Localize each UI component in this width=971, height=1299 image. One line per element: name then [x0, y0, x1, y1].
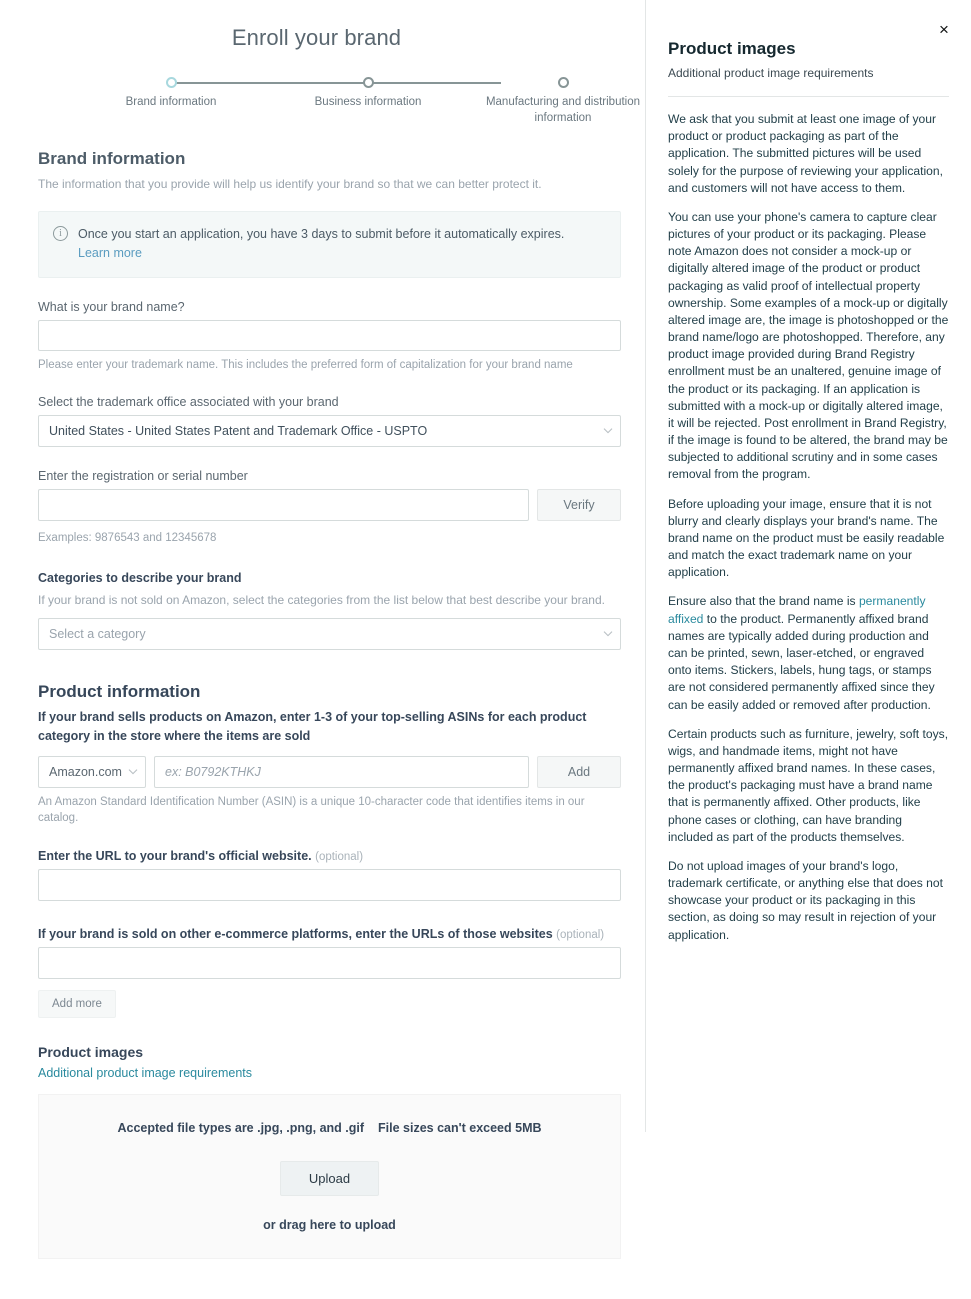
optional-tag: (optional)	[556, 928, 605, 941]
other-platforms-label-text: If your brand is sold on other e-commerce platforms, enter the URLs of those websites	[38, 926, 553, 941]
affixed-before-text: Ensure also that the brand name is	[668, 594, 859, 609]
panel-paragraph-permanently-affixed	[668, 593, 949, 713]
asin-input[interactable]	[154, 756, 529, 788]
verify-button[interactable]: Verify	[537, 489, 621, 521]
brand-name-hint: Please enter your trademark name. This includes the preferred form of capitalization for your brand name	[38, 358, 573, 371]
additional-image-requirements-link[interactable]: Additional product image requirements	[38, 1065, 253, 1080]
add-asin-button[interactable]: Add	[537, 756, 621, 788]
trademark-office-select[interactable]	[38, 415, 621, 447]
panel-divider	[668, 96, 949, 97]
image-upload-dropzone[interactable]	[38, 1094, 621, 1259]
panel-paragraph: Do not upload images of your brand's logo, trademark certificate, or anything else that does not showcase your product or its packaging in this section, as doing so may result in rejection of your application.	[668, 858, 943, 942]
registration-examples-hint: Examples: 9876543 and 12345678	[38, 532, 217, 545]
stepper-step-label: Business information	[314, 96, 422, 108]
affixed-after-text: to the product. Permanently affixed brand names are typically added during production and can be printed, sewn, laser-etched, or engraved onto items. Stickers, labels, hung tags, or stamps are not considered permanently affixed since they can be easily added or removed after production.	[668, 611, 935, 712]
panel-paragraph: Before uploading your image, ensure that it is not blurry and clearly displays your brand's name. The brand name on the product must be easily readable and match the exact trademark name on your application.	[668, 496, 945, 580]
stepper-step-manufacturing-information[interactable]	[468, 73, 658, 126]
info-circle-icon: i	[53, 226, 68, 241]
product-images-heading: Product images	[38, 1043, 144, 1060]
brand-name-label: What is your brand name?	[38, 299, 185, 314]
official-website-input[interactable]	[38, 869, 621, 901]
other-platforms-input[interactable]	[38, 947, 621, 979]
registration-number-label: Enter the registration or serial number	[38, 469, 248, 484]
stepper-step-label: Brand information	[125, 96, 217, 108]
brand-information-subtitle: The information that you provide will help us identify your brand so that we can better protect it.	[38, 177, 542, 191]
trademark-office-select-value: United States - United States Patent and Trademark Office - USPTO	[38, 415, 621, 447]
marketplace-select[interactable]	[38, 756, 146, 788]
panel-paragraph: You can use your phone's camera to capture clear pictures of your product or its packaging. Please note Amazon does not consider a mock-up or digitally altered image of the product or product packaging as valid proof of intellectual property ownership. Some examples of a mock-up or digitally altered image are, the image is photoshopped or the brand name/logo are photoshopped. Therefore, any product image provided during Brand Registry enrollment must be an unaltered, genuine image of the product or its packaging. If an application is submitted with a mock-up or digitally altered image, it will be rejected. Post enrollment in Brand Registry, if the image is found to be altered, the brand may be subjected to additional scrutiny and in some cases removal from the program.	[668, 209, 949, 482]
panel-title: Product images	[668, 39, 796, 58]
learn-more-link[interactable]: Learn more	[78, 246, 142, 261]
category-select-value: Select a category	[38, 618, 621, 650]
other-platforms-label	[38, 927, 621, 941]
upload-constraints-text	[57, 1121, 602, 1135]
application-expiry-alert	[38, 211, 621, 278]
step-dot-icon	[363, 77, 374, 88]
panel-paragraph: We ask that you submit at least one image of your product or product packaging as part of the application. The submitted pictures will be used solely for the purpose of reviewing your application, and customers will not have access to them.	[668, 112, 943, 195]
registration-number-input[interactable]	[38, 489, 529, 521]
alert-message: Once you start an application, you have 3 days to submit before it automatically expires.	[78, 227, 565, 241]
stepper-step-label: Manufacturing and distribution information	[485, 96, 641, 124]
marketplace-select-value: Amazon.com	[38, 756, 146, 788]
official-website-label	[38, 849, 621, 863]
category-select[interactable]	[38, 618, 621, 650]
page-title: Enroll your brand	[231, 25, 402, 50]
product-images-help-panel	[646, 0, 971, 1132]
add-more-button[interactable]: Add more	[38, 990, 116, 1018]
asin-entry-row	[38, 756, 621, 788]
alert-text	[78, 225, 568, 264]
categories-label: Categories to describe your brand	[38, 571, 242, 586]
panel-paragraph: Certain products such as furniture, jewelry, soft toys, wigs, and handmade items, might not have permanently affixed brand names. In these cases, the product's packaging must have a brand name that is permanently affixed. Other products, like phone cases or clothing, can have branding included as part of the products themselves.	[668, 726, 949, 844]
official-website-label-text: Enter the URL to your brand's official website.	[38, 848, 312, 863]
step-dot-icon	[558, 77, 569, 88]
trademark-office-label: Select the trademark office associated with your brand	[38, 395, 339, 410]
close-icon[interactable]: ×	[935, 20, 953, 38]
registration-number-row	[38, 489, 621, 521]
brand-information-heading: Brand information	[38, 149, 186, 168]
stepper-step-business-information[interactable]	[273, 73, 463, 111]
file-size-limit: File sizes can't exceed 5MB	[378, 1120, 542, 1135]
categories-sublabel: If your brand is not sold on Amazon, select the categories from the list below that best describe your brand.	[38, 593, 605, 608]
drag-here-text: or drag here to upload	[263, 1217, 396, 1232]
asin-hint: An Amazon Standard Identification Number (ASIN) is a unique 10-character code that identifies items in our catalog.	[38, 795, 585, 825]
asin-label: If your brand sells products on Amazon, enter 1-3 of your top-selling ASINs for each product category in the store where the items are sold	[38, 710, 587, 743]
product-information-heading: Product information	[38, 682, 201, 702]
permanently-affixed-link[interactable]: permanently affixed	[668, 594, 926, 626]
stepper-step-brand-information[interactable]	[76, 73, 266, 111]
progress-stepper	[38, 73, 641, 124]
step-dot-icon	[166, 77, 177, 88]
brand-name-input[interactable]	[38, 320, 621, 351]
upload-button[interactable]: Upload	[280, 1161, 379, 1196]
accepted-file-types: Accepted file types are .jpg, .png, and .gif	[117, 1120, 365, 1135]
panel-subtitle: Additional product image requirements	[668, 66, 874, 80]
optional-tag: (optional)	[315, 850, 364, 863]
